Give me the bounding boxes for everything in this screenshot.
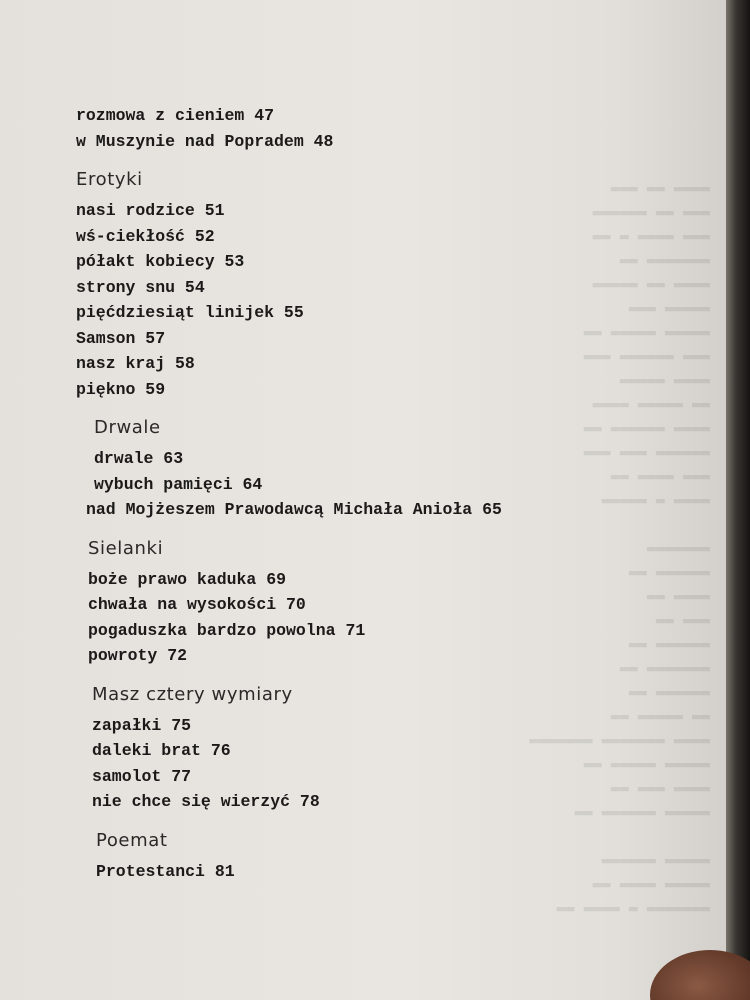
toc-entry: zapałki 75 <box>92 715 192 735</box>
table-of-contents <box>76 103 676 884</box>
toc-entry: Protestanci 81 <box>96 861 235 881</box>
toc-entry: powroty 72 <box>88 646 188 665</box>
toc-entry: wybuch pamięci 64 <box>94 474 263 494</box>
section-drwale <box>86 416 676 523</box>
section-poemat <box>96 829 676 885</box>
toc-entry: pogaduszka bardzo powolna 71 <box>88 620 366 640</box>
toc-entry: nasi rodzice 51 <box>76 201 225 220</box>
toc-entry: nasz kraj 58 <box>76 354 195 373</box>
section-title: Drwale <box>94 417 161 438</box>
section-title: Masz cztery wymiary <box>92 683 293 705</box>
toc-entry: półakt kobiecy 53 <box>76 252 245 271</box>
toc-entry: drwale 63 <box>94 449 184 468</box>
toc-entry: piękno 59 <box>76 379 166 399</box>
toc-entry: chwała na wysokości 70 <box>88 595 306 614</box>
toc-entry: w Muszynie nad Popradem 48 <box>76 131 334 151</box>
toc-entry: pięćdziesiąt linijek 55 <box>76 303 304 322</box>
toc-entry: nie chce się wierzyć 78 <box>92 792 320 811</box>
book-page-edge <box>726 0 750 1000</box>
section-title: Erotyki <box>76 169 143 190</box>
section-title: Sielanki <box>88 537 164 559</box>
intro-entries <box>76 103 676 154</box>
toc-entry: boże prawo kaduka 69 <box>88 569 287 589</box>
toc-entry: rozmowa z cieniem 47 <box>76 106 275 125</box>
section-sielanki <box>88 537 676 669</box>
toc-entry: Samson 57 <box>76 328 166 348</box>
section-title: Poemat <box>96 829 168 851</box>
section-erotyki <box>76 168 676 402</box>
section-masz-cztery-wymiary <box>92 683 676 815</box>
toc-entry: samolot 77 <box>92 766 192 786</box>
toc-entry: wś-ciekłość 52 <box>76 226 215 246</box>
toc-entry: strony snu 54 <box>76 277 205 297</box>
toc-entry: nad Mojżeszem Prawodawcą Michała Anioła 65 <box>86 500 502 519</box>
toc-entry: daleki brat 76 <box>92 741 231 760</box>
show-through-text: ▬▬▬▬ ▬▬ ▬▬▬ ▬▬▬ ▬▬ ▬▬▬▬▬▬ ▬▬▬ ▬▬▬▬ ▬ ▬▬ ▬▬▬▬▬▬▬ ▬▬ ▬▬▬▬ ▬▬ ▬▬▬▬▬ ▬▬▬▬▬ ▬▬▬ ▬▬▬▬▬ ▬▬▬▬▬ ▬▬ ▬▬▬ ▬▬▬▬▬▬ ▬▬▬ ▬▬▬▬ ▬▬▬▬▬ ▬▬ ▬▬▬▬▬ ▬▬▬▬ ▬▬▬▬ ▬▬▬▬▬▬ ▬▬ ▬▬▬▬▬▬ ▬▬▬ ▬▬▬ ▬▬▬ ▬▬▬▬ ▬▬ ▬▬▬▬ ▬ ▬▬▬▬▬ ▬▬▬▬▬▬▬ ▬▬▬▬▬▬ ▬▬ ▬▬▬▬ ▬▬ ▬▬▬ ▬▬ ▬▬▬▬▬▬ ▬▬ ▬▬▬▬▬▬▬ ▬▬ ▬▬▬▬▬▬ ▬▬ ▬▬ ▬▬▬▬▬ ▬▬ ▬▬▬▬ ▬▬▬▬▬▬▬ ▬▬▬▬▬▬▬ ▬▬▬▬▬ ▬▬▬▬▬ ▬▬ ▬▬▬▬ ▬▬▬ ▬▬ ▬▬▬▬▬ ▬▬▬▬▬▬ ▬▬ ▬▬▬▬▬ ▬▬▬▬▬▬ ▬▬▬▬▬ ▬▬▬▬ ▬▬ ▬▬▬▬▬▬▬ ▬ ▬▬▬▬ ▬▬ <box>529 179 710 917</box>
